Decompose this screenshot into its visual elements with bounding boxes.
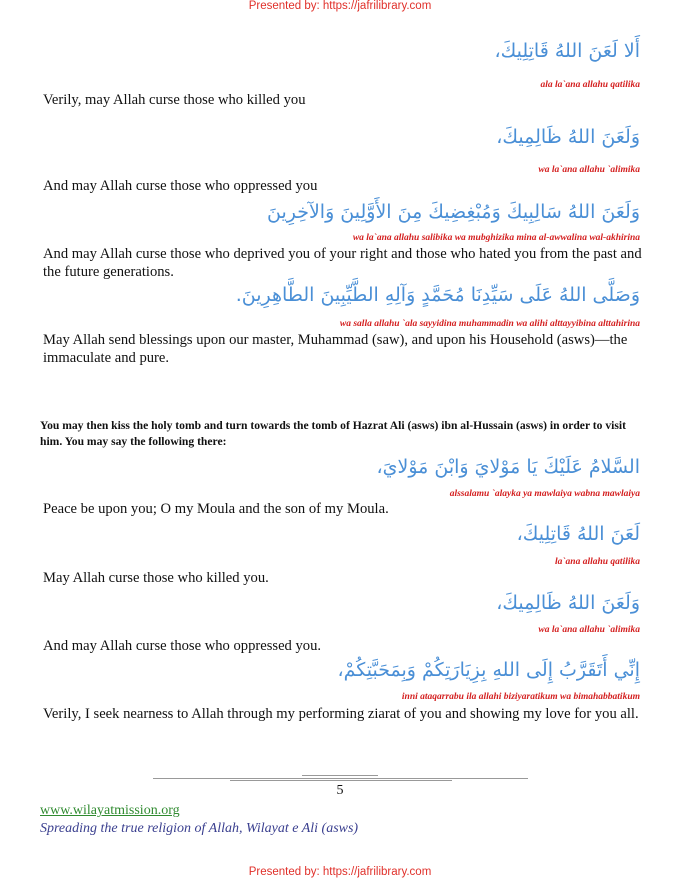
arabic-verse: أَلا لَعَنَ اللهُ قَاتِلِيكَ، [494, 40, 640, 62]
arabic-verse: وَلَعَنَ اللهُ ظَالِمِيكَ، [496, 592, 640, 614]
website-link[interactable]: www.wilayatmission.org [40, 803, 180, 818]
transliteration: la`ana allahu qatilika [555, 557, 640, 567]
instruction-text: You may then kiss the holy tomb and turn towards the tomb of Hazrat Ali (asws) ibn al-Hussain (asws) in order to visit him. You may say the following there: [40, 419, 626, 448]
transliteration: alssalamu `alayka ya mawlaiya wabna mawlaiya [449, 489, 640, 499]
english-translation: Peace be upon you; O my Moula and the son of my Moula. [43, 501, 389, 517]
arabic-verse: لَعَنَ اللهُ قَاتِلِيكَ، [516, 523, 640, 545]
arabic-verse: وَلَعَنَ اللهُ ظَالِمِيكَ، [496, 126, 640, 148]
english-translation: Verily, may Allah curse those who killed you [43, 92, 306, 108]
english-translation: And may Allah curse those who oppressed you [43, 178, 318, 194]
transliteration: wa salla allahu `ala sayyidina muhammadin wa alihi alttayyibina alttahirina [339, 319, 640, 329]
transliteration: ala la`ana allahu qatilika [540, 80, 640, 90]
presented-by-header: Presented by: https://jafrilibrary.com [248, 0, 432, 12]
presented-by-footer: Presented by: https://jafrilibrary.com [248, 866, 432, 878]
page-number: 5 [336, 783, 344, 798]
footer-divider [302, 775, 378, 776]
english-translation: And may Allah curse those who oppressed you. [43, 638, 322, 654]
footer-divider [230, 780, 452, 781]
arabic-verse: السَّلامُ عَلَيْكَ يَا مَوْلايَ وَابْنَ مَوْلايَ، [376, 456, 640, 478]
arabic-verse: وَصَلَّى اللهُ عَلَى سَيِّدِنَا مُحَمَّدٍ وَآلِهِ الطَّيِّبِينَ الطَّاهِرِينَ. [235, 284, 640, 306]
transliteration: wa la`ana allahu salibika wa mubghizika mina al-awwalina wal-akhirina [352, 233, 640, 243]
english-translation: Verily, I seek nearness to Allah through my performing ziarat of you and showing my love for you all. [43, 706, 639, 722]
english-translation: May Allah send blessings upon our master, Muhammad (saw), and upon his Household (asws)—the immaculate and pure. [43, 332, 628, 366]
arabic-verse: إِنِّي أَتَقَرَّبُ إِلَى اللهِ بِزِيَارَتِكُمْ وَبِمَحَبَّتِكُمْ، [337, 659, 640, 681]
footer-divider [153, 778, 528, 779]
transliteration: wa la`ana allahu `alimika [538, 165, 640, 175]
transliteration: wa la`ana allahu `alimika [538, 625, 640, 635]
transliteration: inni ataqarrabu ila allahi biziyaratikum wa bimahabbatikum [401, 692, 640, 702]
english-translation: And may Allah curse those who deprived you of your right and those who hated you from the past and the future generations. [43, 246, 642, 280]
english-translation: May Allah curse those who killed you. [43, 570, 269, 586]
footer-tagline: Spreading the true religion of Allah, Wilayat e Ali (asws) [40, 821, 359, 836]
arabic-verse: وَلَعَنَ اللهُ سَالِبِيكَ وَمُبْغِضِيكَ مِنَ الأَوَّلِينَ وَالآخِرِينَ [266, 201, 640, 223]
